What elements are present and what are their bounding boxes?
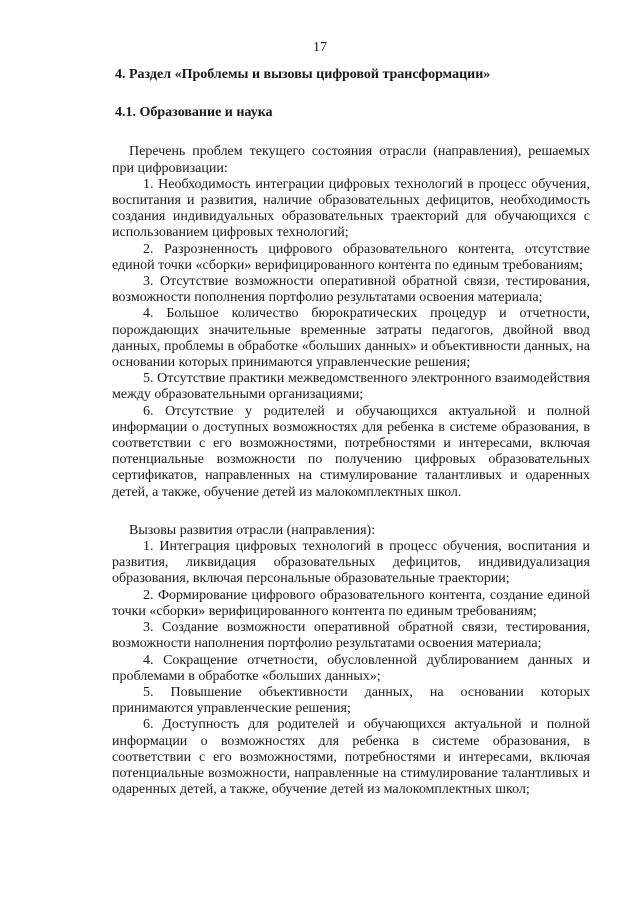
challenges-block bbox=[112, 523, 590, 798]
problem-item-4: 4. Большое количество бюрократических процедур и отчетности, порождающих значительные временные затраты педагогов, двойной ввод данных, проблемы в обработке «больших данных» и объективности данных, на основании которых принимаются управленческие решения; bbox=[112, 306, 590, 371]
page-content bbox=[112, 67, 590, 798]
problem-item-3: 3. Отсутствие возможности оперативной обратной связи, тестирования, возможности пополнения портфолио результатами освоения материала; bbox=[112, 274, 590, 306]
challenge-item-1: 1. Интеграция цифровых технологий в процесс обучения, воспитания и развития, ликвидация образовательных дефицитов, индивидуализация образования, включая персональные образовательные траектории; bbox=[112, 539, 590, 587]
page-number: 17 bbox=[313, 40, 327, 55]
block-spacer bbox=[112, 501, 590, 523]
problem-item-2: 2. Разрозненность цифрового образовательного контента, отсутствие единой точки «сборки» верифицированного контента по единым требованиям; bbox=[112, 241, 590, 273]
problem-item-6: 6. Отсутствие у родителей и обучающихся актуальной и полной информации о доступных возможностях для ребенка в системе образования, в соответствии с его возможностями, потребностями и интересами, включая потенциальные возможности по получению цифровых образовательных сертификатов, направленных на стимулирование талантливых и одаренных детей, а также, обучение детей из малокомплектных школ. bbox=[112, 403, 590, 500]
problems-intro: Перечень проблем текущего состояния отрасли (направления), решаемых при цифровизации: bbox=[112, 144, 590, 176]
challenge-item-3: 3. Создание возможности оперативной обратной связи, тестирования, возможности наполнения портфолио результатами освоения материала; bbox=[112, 620, 590, 652]
challenge-item-6: 6. Доступность для родителей и обучающихся актуальной и полной информации о возможностях для ребенка в системе образования, в соответствии с его возможностями, потребностями и интересами, включая потенциальные возможности, направленные на стимулирование талантливых и одаренных детей, а также, обучение детей из малокомплектных школ; bbox=[112, 717, 590, 798]
challenge-item-4: 4. Сокращение отчетности, обусловленной дублированием данных и проблемами в обработке «больших данных»; bbox=[112, 652, 590, 684]
subsection-title: 4.1. Образование и наука bbox=[115, 105, 273, 121]
problems-block bbox=[112, 144, 590, 500]
challenges-intro: Вызовы развития отрасли (направления): bbox=[129, 522, 376, 538]
challenge-item-2: 2. Формирование цифрового образовательного контента, создание единой точки «сборки» верифицированного контента по единым требованиям; bbox=[112, 587, 590, 619]
problem-item-1: 1. Необходимость интеграции цифровых технологий в процесс обучения, воспитания и развития, наличие образовательных дефицитов, необходимость создания индивидуальных образовательных траекторий для обучающихся с использованием цифровых технологий; bbox=[112, 176, 590, 241]
challenge-item-5: 5. Повышение объективности данных, на основании которых принимаются управленческие решения; bbox=[112, 684, 590, 717]
section-title: 4. Раздел «Проблемы и вызовы цифровой трансформации» bbox=[115, 67, 491, 82]
problem-item-5: 5. Отсутствие практики межведомственного электронного взаимодействия между образовательными организациями; bbox=[112, 371, 590, 403]
